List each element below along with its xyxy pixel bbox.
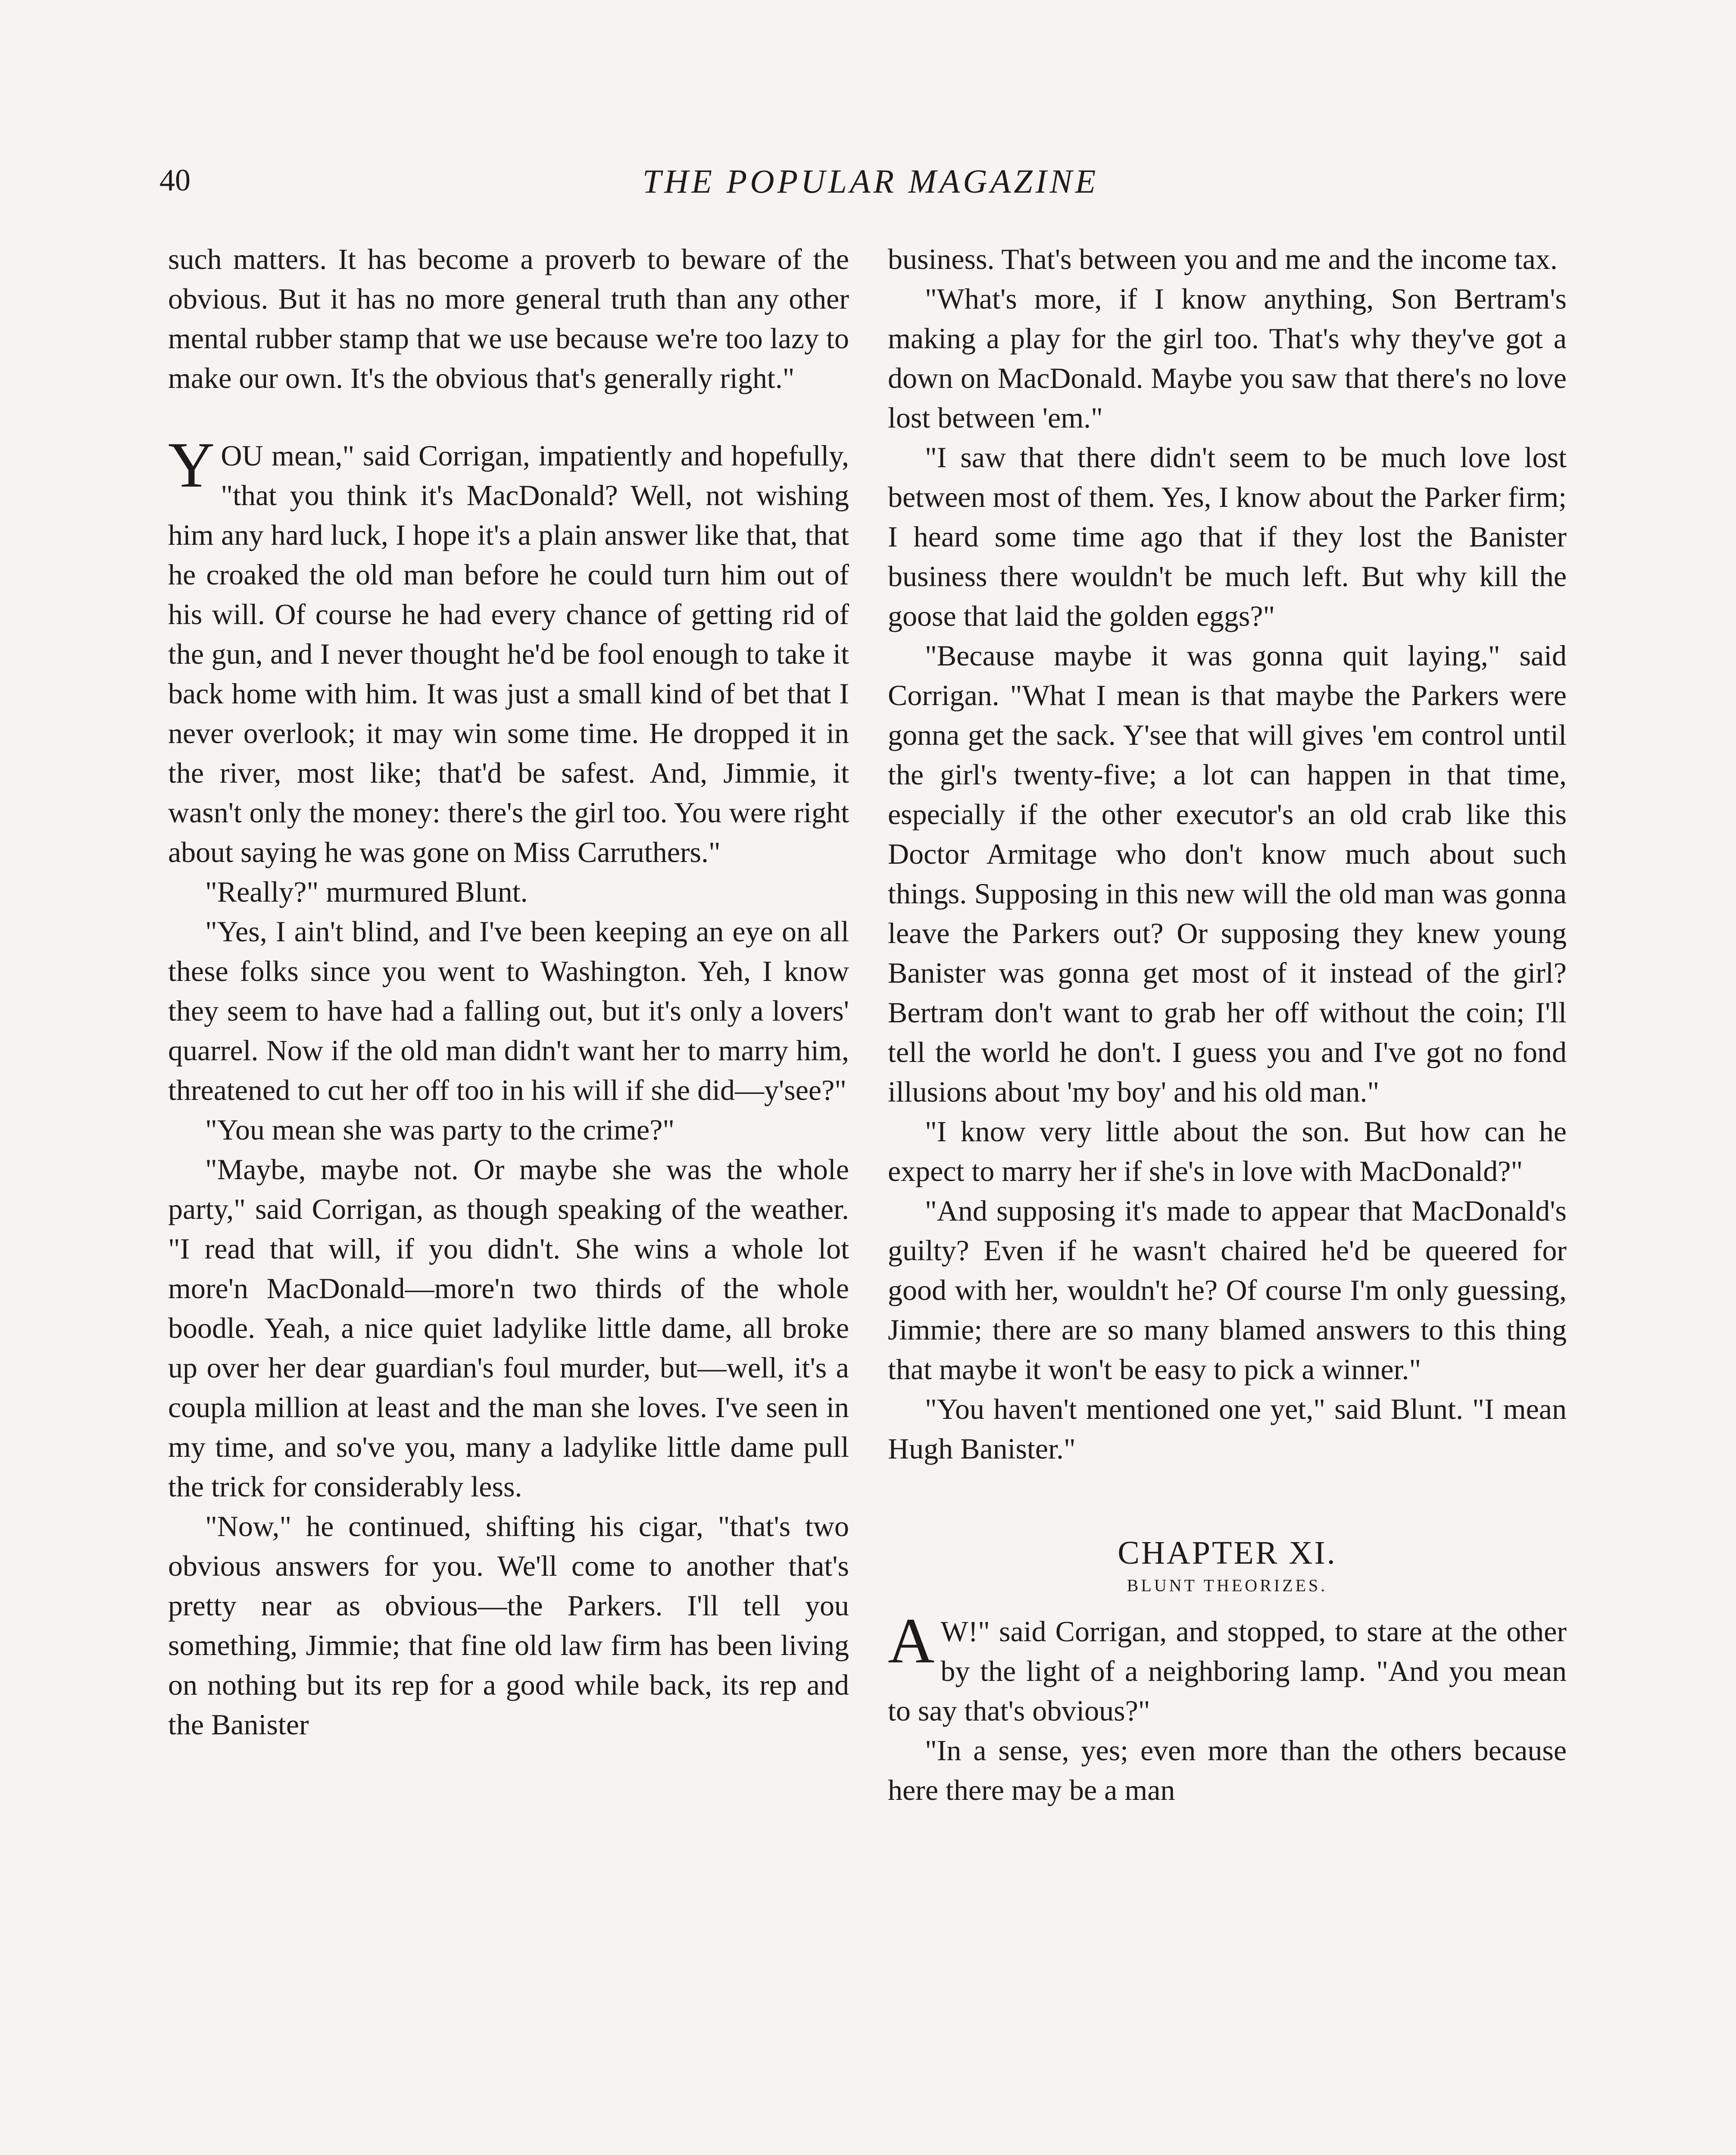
paragraph: "And supposing it's made to appear that MacDonald's guilty? Even if he wasn't chaired he'd be queered for good with her, wouldn't he? Of course I'm only guessing, Jimmie; there are so many blamed answers to this thing that maybe it won't be easy to pick a winner." [888,1194,1567,1386]
paragraph-with-dropcap [888,1605,1567,1730]
paragraph: "You mean she was party to the crime?" [205,1113,675,1146]
left-column [168,239,849,1744]
paragraph: "Because maybe it was gonna quit laying," said Corrigan. "What I mean is that maybe the Parkers were gonna get the sack. Y'see that will gives 'em control until the girl's twenty-five; a lot can happen in that time, especially if the other executor's an old crab like this Doctor Armitage who don't know much about such things. Supposing in this new will the old man was gonna leave the Parkers out? Or supposing they knew young Banister was gonna get most of it instead of the girl? Bertram don't want to grab her off without the coin; I'll tell the world he don't. I guess you and I've got no fond illusions about 'my boy' and his old man." [888,639,1567,1108]
paragraph-with-dropcap [168,429,849,872]
running-title: THE POPULAR MAGAZINE [642,162,1099,200]
paragraph: "I saw that there didn't seem to be much love lost between most of them. Yes, I know about the Parker firm; I heard some time ago that if they lost the Banister business there wouldn't be much left. But why kill the goose that laid the golden eggs?" [888,441,1567,632]
drop-cap: Y [168,429,215,501]
paragraph-text: OU mean," said Corrigan, impatiently and hopefully, "that you think it's MacDonald? Well, not wishing him any hard luck, I hope it's a plain answer like that, that he croaked the old man before he could turn him out of his will. Of course he had every chance of getting rid of the gun, and I never thought he'd be fool enough to take it back home with him. It was just a small kind of bet that I never overlook; it may win some time. He dropped it in the river, most like; that'd be safest. And, Jimmie, it wasn't only the money: there's the girl too. You were right about saying he was gone on Miss Carruthers." [168,439,849,868]
paragraph: "Really?" murmured Blunt. [205,875,528,908]
paragraph: such matters. It has become a proverb to beware of the obvious. But it has no more general truth than any other mental rubber stamp that we use because we're too lazy to make our own. It's the obvious that's generally right." [168,243,849,394]
chapter-title: CHAPTER XI. [1118,1535,1337,1571]
paragraph: "Maybe, maybe not. Or maybe she was the whole party," said Corrigan, as though speaking of the weather. "I read that will, if you didn't. She wins a whole lot more'n MacDonald—more'n two thirds of the whole boodle. Yeah, a nice quiet ladylike little dame, all broke up over her dear guardian's foul murder, but—well, it's a coupla million at least and the man she loves. I've seen in my time, and so've you, many a ladylike little dame pull the trick for considerably less. [168,1153,849,1503]
paragraph: "In a sense, yes; even more than the others because here there may be a man [888,1734,1567,1806]
page-number: 40 [159,163,190,197]
paragraph: "Yes, I ain't blind, and I've been keeping an eye on all these folks since you went to Washington. Yeh, I know they seem to have had a falling out, but it's only a lovers' quarrel. Now if the old man didn't want her to marry him, threatened to cut her off too in his will if she did—y'see?" [168,915,849,1106]
paragraph: "Now," he continued, shifting his cigar, "that's two obvious answers for you. We'll come to another that's pretty near as obvious—the Parkers. I'll tell you something, Jimmie; that fine old law firm has been living on nothing but its rep for a good while back, its rep and the Banister [168,1510,849,1741]
drop-cap: A [888,1605,935,1677]
paragraph: "You haven't mentioned one yet," said Blunt. "I mean Hugh Banister." [888,1393,1567,1465]
paragraph: business. That's between you and me and the income tax. [888,243,1558,275]
paragraph: "What's more, if I know anything, Son Bertram's making a play for the girl too. That's why they've got a down on MacDonald. Maybe you saw that there's no love lost between 'em." [888,282,1567,434]
paragraph-text: W!" said Corrigan, and stopped, to stare at the other by the light of a neighboring lamp. "And you mean to say that's obvious?" [888,1615,1567,1727]
paragraph: "I know very little about the son. But how can he expect to marry her if she's in love with MacDonald?" [888,1115,1567,1187]
chapter-subtitle: BLUNT THEORIZES. [1127,1576,1328,1595]
right-column [888,239,1567,1810]
